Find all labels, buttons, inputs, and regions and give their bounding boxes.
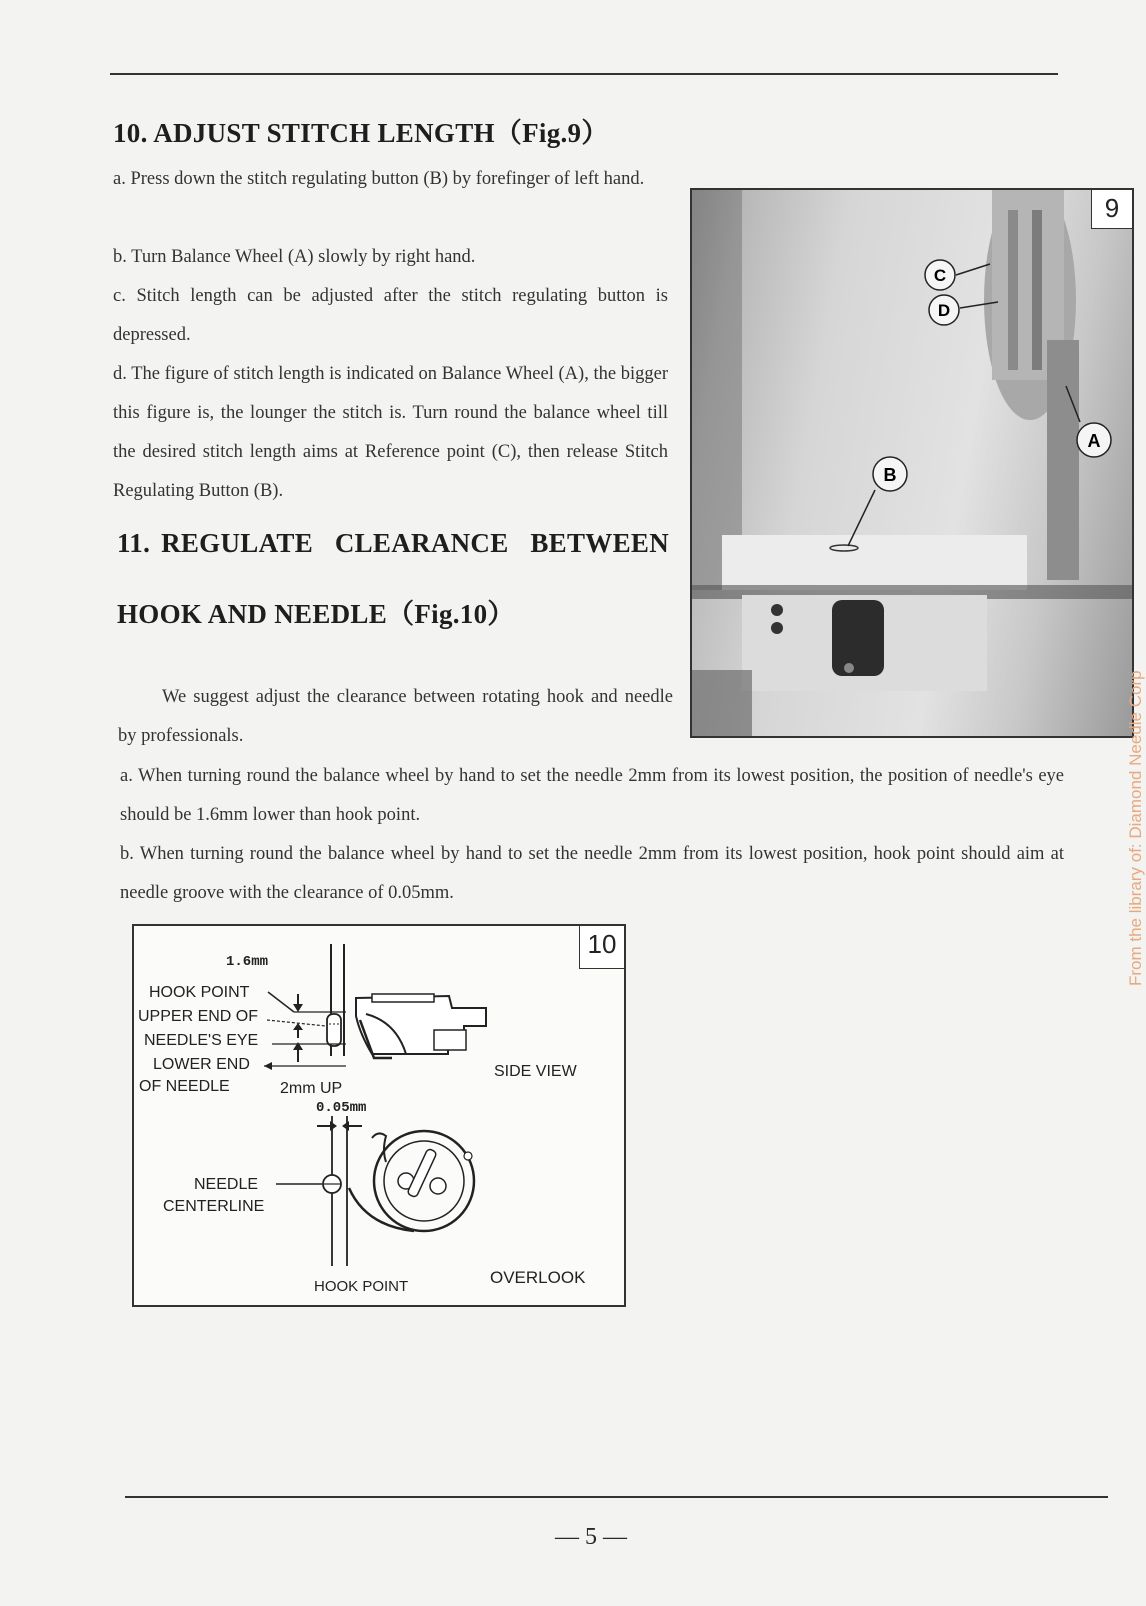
label-needle: NEEDLE [194, 1176, 259, 1193]
svg-text:A: A [1087, 431, 1101, 451]
label-lower-end: LOWER END [153, 1056, 250, 1073]
callout-d [929, 295, 959, 325]
label-upper-end-of: UPPER END OF [138, 1008, 259, 1025]
label-2mm-up: 2mm UP [280, 1080, 343, 1097]
page-number: — 5 — [555, 1524, 627, 1550]
label-side-view: SIDE VIEW [494, 1063, 577, 1080]
label-hook-point-bottom: HOOK POINT [314, 1278, 409, 1295]
library-watermark: From the library of: Diamond Needle Corp [1126, 670, 1145, 986]
label-centerline: CENTERLINE [163, 1198, 265, 1215]
section-11-heading-line1: 11. REGULATE CLEARANCE BETWEEN [117, 528, 669, 558]
step-10b: b. Turn Balance Wheel (A) slowly by right hand. [113, 247, 476, 267]
callout-b [873, 457, 907, 491]
fig10-diagram [132, 924, 626, 1307]
svg-text:D: D [937, 301, 951, 320]
section-11-heading-line2: HOOK AND NEEDLE（Fig.10） [117, 599, 515, 629]
step-10a: a. Press down the stitch regulating button (B) by forefinger of left hand. [113, 169, 645, 189]
label-overlook: OVERLOOK [490, 1268, 586, 1287]
label-hook-point: HOOK POINT [149, 984, 250, 1001]
label-0-05mm: 0.05mm [316, 1100, 367, 1116]
fig10-number: 10 [579, 926, 624, 969]
step-11a: a. When turning round the balance wheel by hand to set the needle 2mm from its lowest position, the position of needle's eye should be 1.6mm lower than hook point. [120, 766, 1064, 825]
section-10-heading: 10. ADJUST STITCH LENGTH（Fig.9） [113, 118, 609, 148]
step-11b: b. When turning round the balance wheel by hand to set the needle 2mm from its lowest position, hook point should aim at needle groove with the clearance of 0.05mm. [120, 844, 1064, 903]
fig9-number: 9 [1091, 190, 1132, 229]
section-11-intro: We suggest adjust the clearance between rotating hook and needle by professionals. [118, 687, 673, 746]
callout-a [1077, 423, 1111, 457]
label-1-6mm: 1.6mm [226, 954, 269, 970]
bottom-rule [125, 1496, 1108, 1498]
step-10d: d. The figure of stitch length is indicated on Balance Wheel (A), the bigger this figure is, the lounger the stitch is. Turn round the balance wheel till the desired stitch length aims at Reference point (C), then release Stitch Regulating Button (B). [113, 364, 668, 501]
svg-text:C: C [933, 266, 947, 285]
top-rule [110, 73, 1058, 75]
label-needles-eye: NEEDLE'S EYE [144, 1032, 259, 1049]
fig9-machine-illustration [692, 190, 1132, 736]
fig9-photo [690, 188, 1134, 738]
label-of-needle: OF NEEDLE [139, 1078, 230, 1095]
svg-text:B: B [883, 465, 897, 485]
callout-c [925, 260, 955, 290]
step-10c: c. Stitch length can be adjusted after the stitch regulating button is depressed. [113, 286, 668, 345]
fig10-drawing [134, 926, 624, 1305]
